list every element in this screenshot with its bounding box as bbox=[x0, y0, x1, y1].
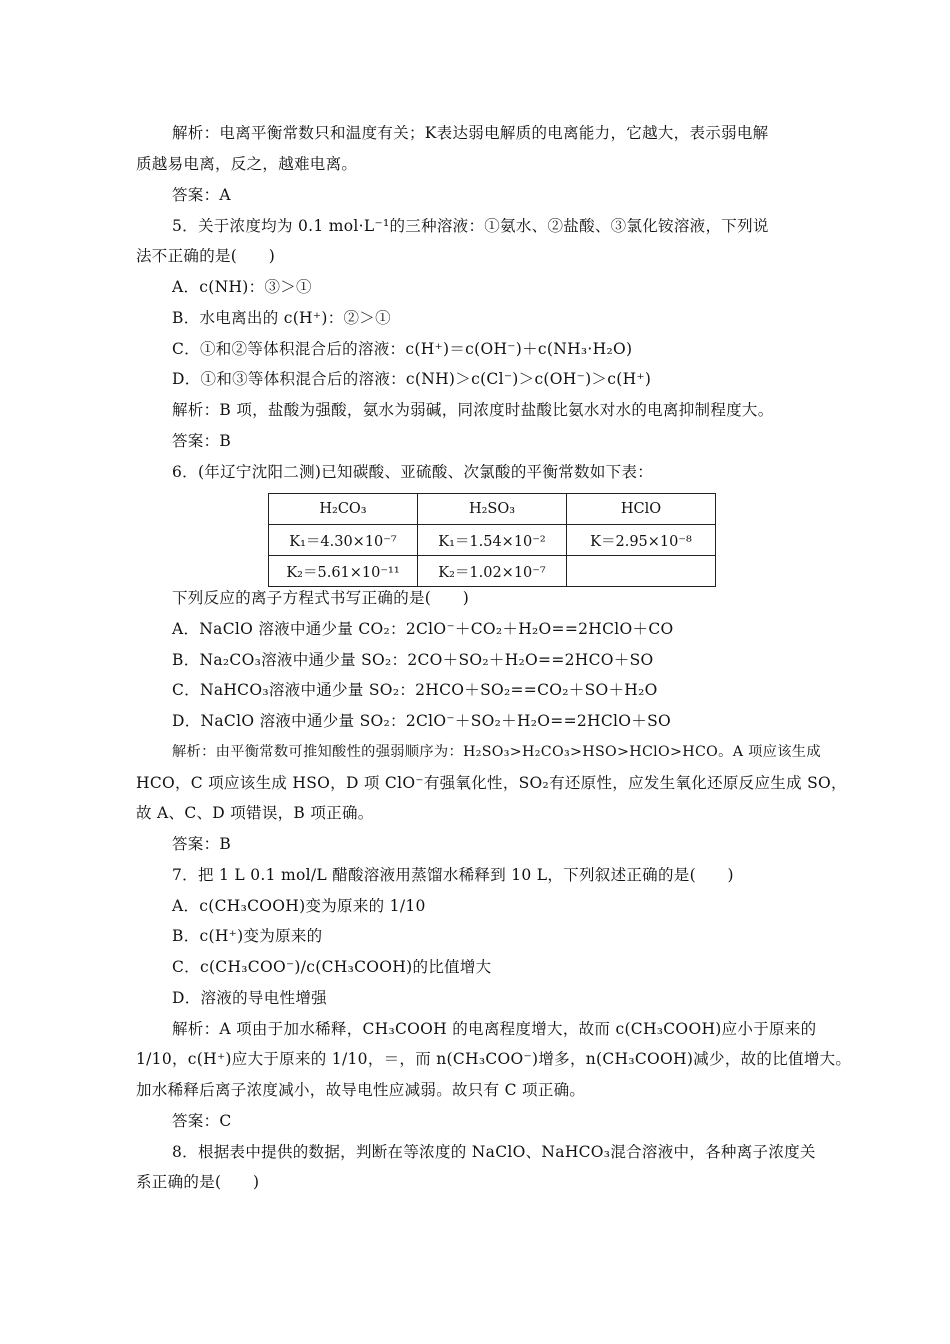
question-6-stem: 6．(年辽宁沈阳二测)已知碳酸、亚硫酸、次氯酸的平衡常数如下表： bbox=[172, 463, 654, 481]
analysis-text: 解析：B 项，盐酸为强酸，氨水为弱碱，同浓度时盐酸比氨水对水的电离抑制程度大。 bbox=[172, 401, 774, 419]
table-header-cell: HClO bbox=[567, 494, 716, 525]
option-a: A．c(CH₃COOH)变为原来的 1/10 bbox=[172, 897, 426, 915]
option-b: B．Na₂CO₃溶液中通少量 SO₂：2CO＋SO₂＋H₂O==2HCO＋SO bbox=[172, 651, 654, 669]
table-cell bbox=[567, 556, 716, 587]
analysis-text: 1/10，c(H⁺)应大于原来的 1/10，＝，而 n(CH₃COO⁻)增多，n(CH₃COOH)减少，故的比值增大。 bbox=[136, 1050, 852, 1068]
option-c: C．c(CH₃COO⁻)/c(CH₃COOH)的比值增大 bbox=[172, 958, 492, 976]
answer-text: 答案：B bbox=[172, 432, 232, 450]
question-5-stem: 5．关于浓度均为 0.1 mol·L⁻¹的三种溶液：①氨水、②盐酸、③氯化铵溶液，下列说 bbox=[172, 217, 769, 235]
table-header-row bbox=[269, 494, 716, 525]
question-5-stem: 法不正确的是( ) bbox=[136, 247, 276, 265]
analysis-text: 故 A、C、D 项错误，B 项正确。 bbox=[136, 804, 374, 822]
table-header-cell: H₂SO₃ bbox=[418, 494, 567, 525]
analysis-text: 加水稀释后离子浓度减小，故导电性应减弱。故只有 C 项正确。 bbox=[136, 1081, 586, 1099]
option-b: B．水电离出的 c(H⁺)：②＞① bbox=[172, 309, 391, 327]
analysis-text: HCO，C 项应该生成 HSO，D 项 ClO⁻有强氧化性，SO₂有还原性，应发生氧化还原反应生成 SO， bbox=[136, 774, 847, 792]
equilibrium-constants-table bbox=[268, 493, 716, 587]
table-cell: K₁＝1.54×10⁻² bbox=[418, 525, 567, 556]
analysis-text: 解析：由平衡常数可推知酸性的强弱顺序为：H₂SO₃>H₂CO₃>HSO>HClO>HCO。A 项应该生成 bbox=[172, 744, 821, 760]
option-d: D．NaClO 溶液中通少量 SO₂：2ClO⁻＋SO₂＋H₂O==2HClO＋SO bbox=[172, 712, 671, 730]
analysis-text: 质越易电离，反之，越难电离。 bbox=[136, 155, 358, 173]
answer-text: 答案：C bbox=[172, 1112, 232, 1130]
option-d: D．溶液的导电性增强 bbox=[172, 989, 327, 1007]
option-c: C．①和②等体积混合后的溶液：c(H⁺)＝c(OH⁻)＋c(NH₃·H₂O) bbox=[172, 340, 633, 358]
answer-text: 答案：B bbox=[172, 835, 232, 853]
question-8-stem: 8．根据表中提供的数据，判断在等浓度的 NaClO、NaHCO₃混合溶液中，各种离子浓度关 bbox=[172, 1143, 816, 1161]
option-a: A．c(NH)：③＞① bbox=[172, 278, 312, 296]
option-a: A．NaClO 溶液中通少量 CO₂：2ClO⁻＋CO₂＋H₂O==2HClO＋CO bbox=[172, 620, 674, 638]
option-c: C．NaHCO₃溶液中通少量 SO₂：2HCO＋SO₂==CO₂＋SO＋H₂O bbox=[172, 681, 658, 699]
table-cell: K₂＝1.02×10⁻⁷ bbox=[418, 556, 567, 587]
table-row bbox=[269, 556, 716, 587]
analysis-text: 解析：电离平衡常数只和温度有关；K表达弱电解质的电离能力，它越大，表示弱电解 bbox=[172, 124, 769, 142]
table-header-cell: H₂CO₃ bbox=[269, 494, 418, 525]
question-8-stem: 系正确的是( ) bbox=[136, 1173, 260, 1191]
table-cell: K₁＝4.30×10⁻⁷ bbox=[269, 525, 418, 556]
question-7-stem: 7．把 1 L 0.1 mol/L 醋酸溶液用蒸馏水稀释到 10 L，下列叙述正确的是( ) bbox=[172, 866, 734, 884]
table-cell: K＝2.95×10⁻⁸ bbox=[567, 525, 716, 556]
analysis-text: 解析：A 项由于加水稀释，CH₃COOH 的电离程度增大，故而 c(CH₃COOH)应小于原来的 bbox=[172, 1020, 817, 1038]
question-6-stem: 下列反应的离子方程式书写正确的是( ) bbox=[172, 589, 470, 607]
table-cell: K₂＝5.61×10⁻¹¹ bbox=[269, 556, 418, 587]
table-row bbox=[269, 525, 716, 556]
option-b: B．c(H⁺)变为原来的 bbox=[172, 927, 323, 945]
option-d: D．①和③等体积混合后的溶液：c(NH)＞c(Cl⁻)＞c(OH⁻)＞c(H⁺) bbox=[172, 370, 652, 388]
answer-text: 答案：A bbox=[172, 186, 231, 204]
